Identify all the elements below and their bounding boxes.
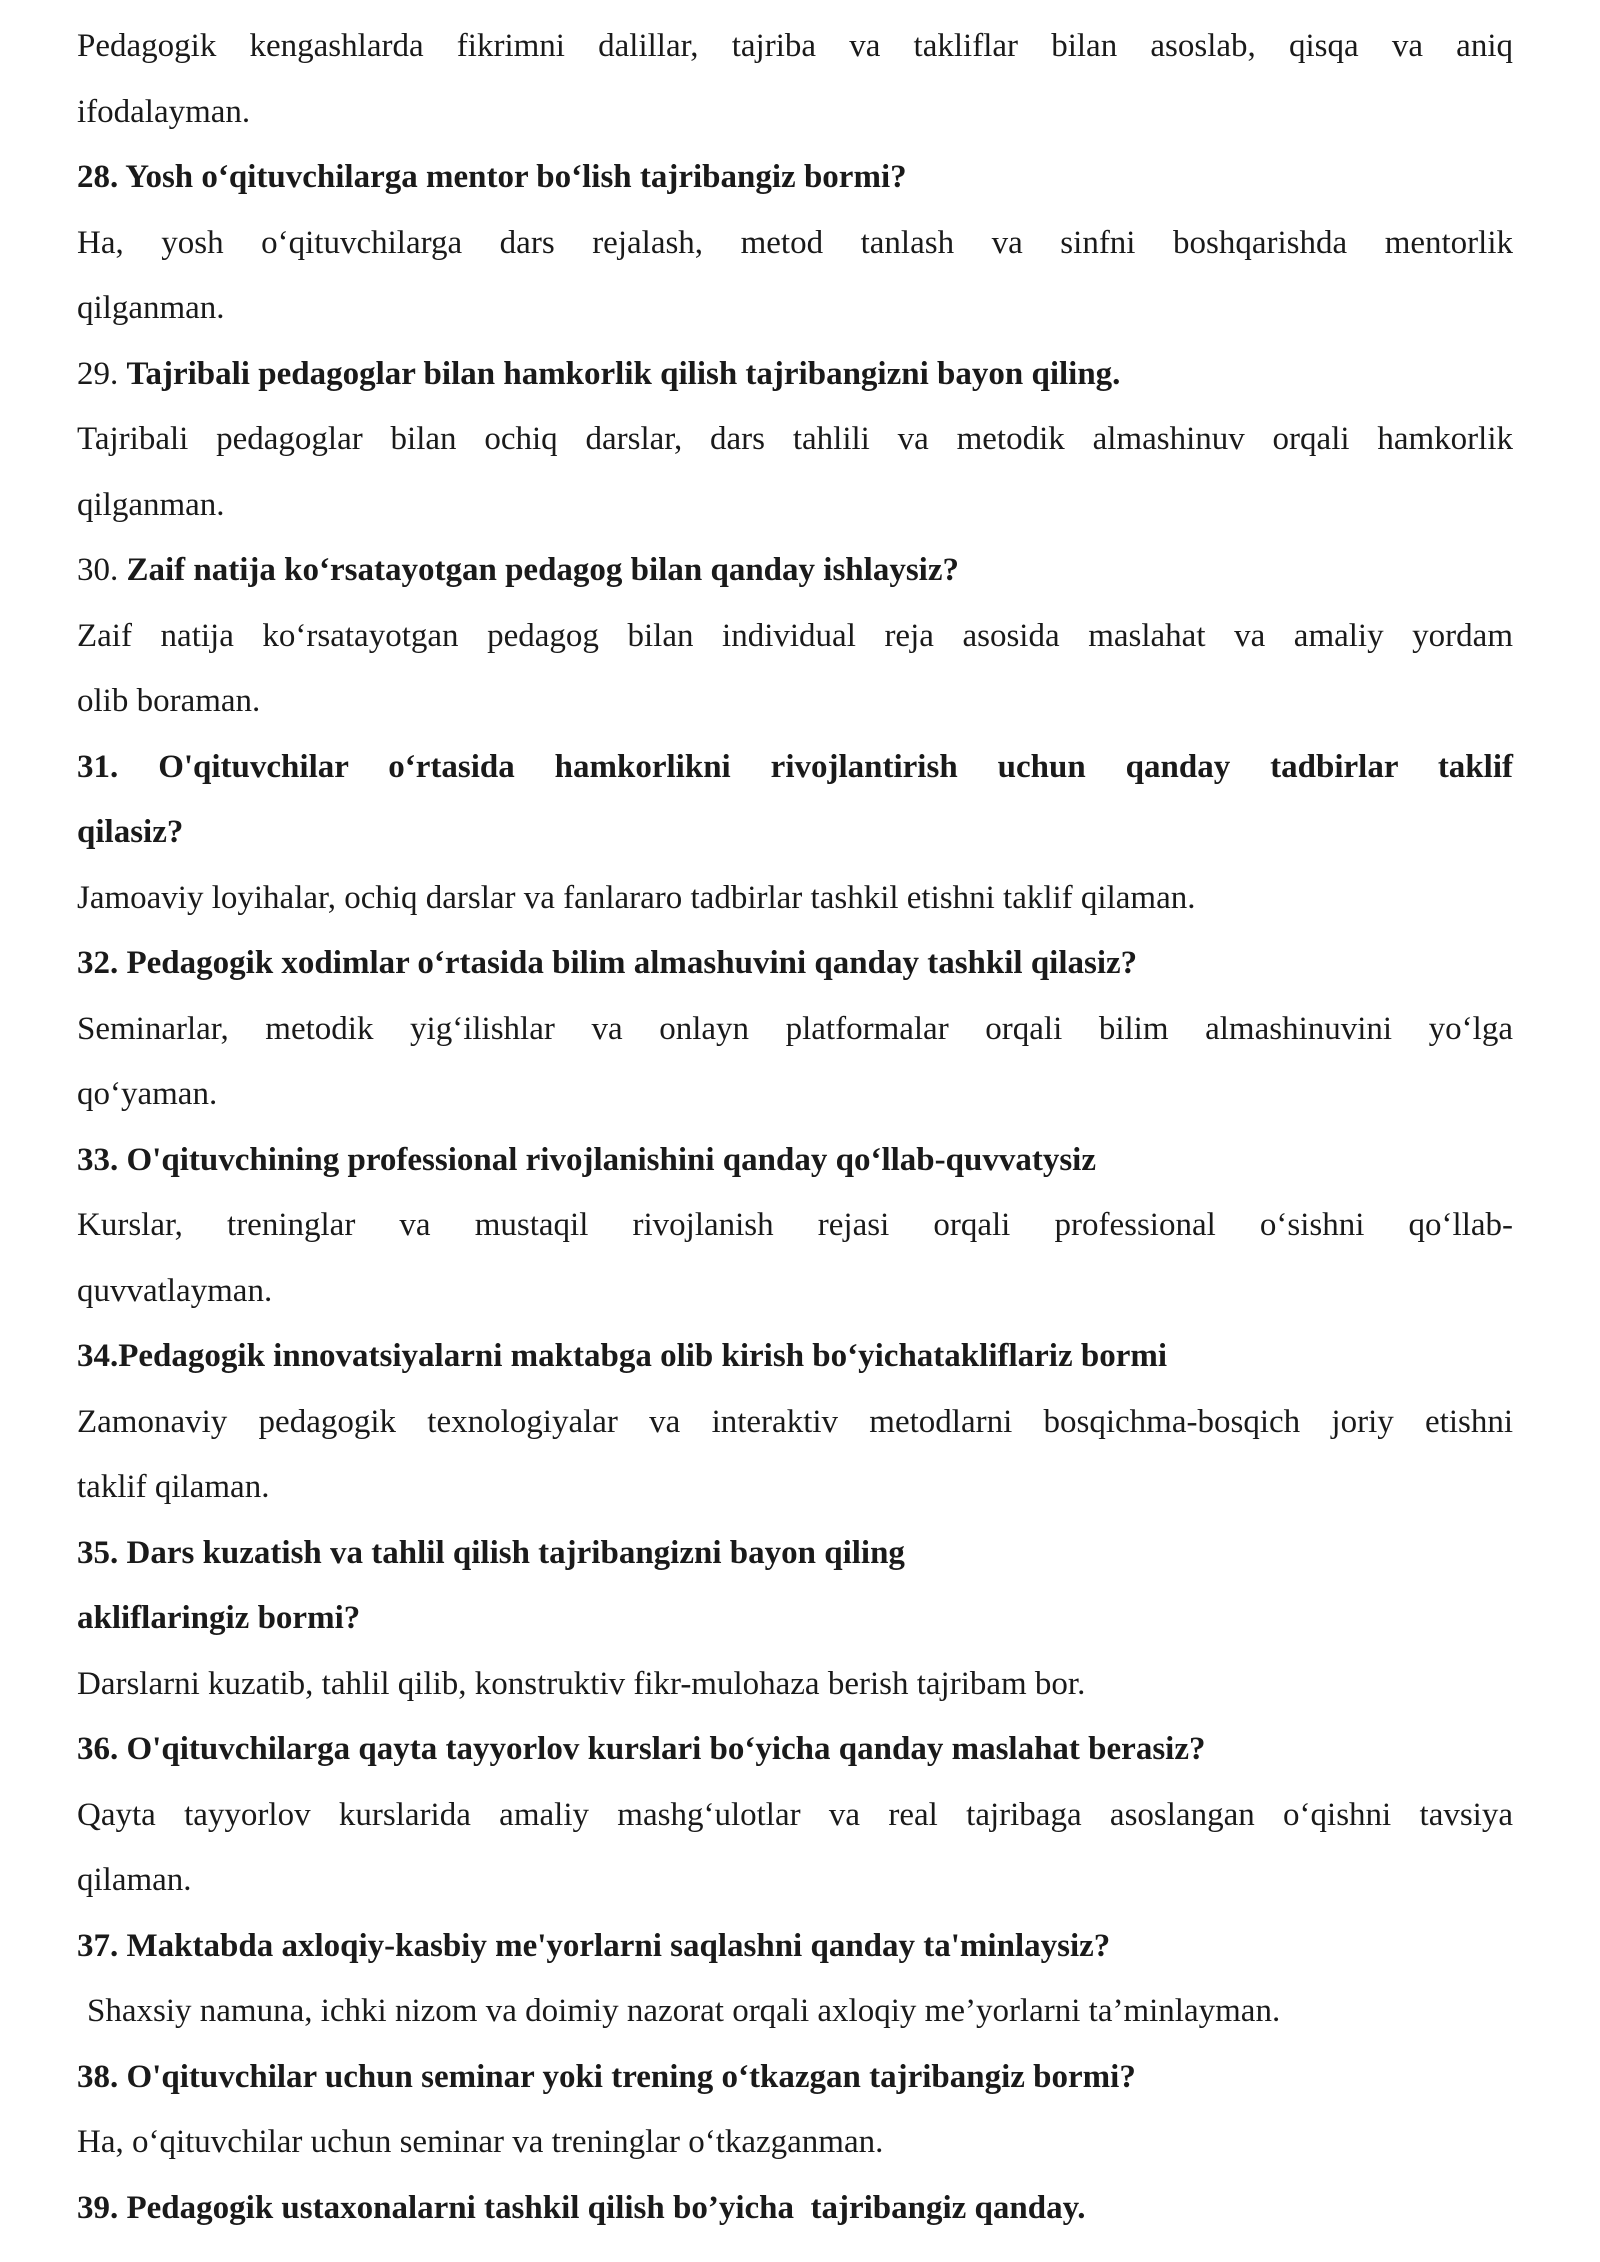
answer-line: [77, 1455, 1513, 1521]
question-line: [77, 1914, 1513, 1980]
question-line: [77, 145, 1513, 211]
answer-line: [77, 1390, 1513, 1456]
answer-line: [77, 2110, 1513, 2176]
answer-line: [77, 997, 1513, 1063]
line-text: 31. O'qituvchilar o‘rtasida hamkorlikni rivojlantirish uchun qanday tadbirlar taklif: [77, 748, 1513, 785]
answer-line: [77, 1062, 1513, 1128]
answer-line: [77, 1652, 1513, 1718]
question-line: [77, 1521, 1513, 1587]
line-text: quvvatlayman.: [77, 1272, 273, 1309]
line-text: qo‘yaman.: [77, 1076, 218, 1112]
line-text: taklif qilaman.: [77, 1469, 270, 1505]
answer-line: [77, 1193, 1513, 1259]
question-line: [77, 800, 1513, 866]
question-line: [77, 2045, 1513, 2111]
answer-line: [77, 276, 1513, 342]
line-text: qilasiz?: [77, 814, 184, 850]
line-text: Zaif natija ko‘rsatayotgan pedagog bilan individual reja asosida maslahat va amaliy yordam: [77, 617, 1513, 654]
answer-line: [77, 604, 1513, 670]
question-line: [77, 1717, 1513, 1783]
question-line: [77, 2176, 1513, 2242]
answer-line: [77, 866, 1513, 932]
line-text: 37. Maktabda axloqiy-kasbiy me'yorlarni saqlashni qanday ta'minlaysiz?: [77, 1927, 1111, 1964]
line-text: Seminarlar, metodik yig‘ilishlar va onlayn platformalar orqali bilim almashinuvini yo‘lga: [77, 1010, 1513, 1047]
line-text: 36. O'qituvchilarga qayta tayyorlov kurslari bo‘yicha qanday maslahat berasiz?: [77, 1731, 1206, 1767]
line-text: Ha, yosh o‘qituvchilarga dars rejalash, metod tanlash va sinfni boshqarishda mentorlik: [77, 224, 1513, 261]
answer-line: [77, 211, 1513, 277]
line-text: 33. O'qituvchining professional rivojlanishini qanday qo‘llab-quvvatysiz: [77, 1141, 1096, 1178]
line-text: Qayta tayyorlov kurslarida amaliy mashg‘ulotlar va real tajribaga asoslangan o‘qishni tavsiya: [77, 1796, 1513, 1833]
line-text: Kurslar, treninglar va mustaqil rivojlanish rejasi orqali professional o‘sishni qo‘llab-: [77, 1207, 1513, 1243]
line-text: Zaif natija ko‘rsatayotgan pedagog bilan qanday ishlaysiz?: [126, 552, 959, 588]
answer-line: [77, 473, 1513, 539]
answer-line: [77, 1259, 1513, 1325]
answer-line: [77, 80, 1513, 146]
line-text: qilganman.: [77, 486, 225, 523]
line-text: akliflaringiz bormi?: [77, 1600, 361, 1636]
question-number: 30.: [77, 552, 127, 588]
document-body: [77, 14, 1513, 2241]
line-text: Shaxsiy namuna, ichki nizom va doimiy nazorat orqali axloqiy me’yorlarni ta’minlayman.: [87, 1993, 1281, 2029]
line-text: qilaman.: [77, 1862, 192, 1898]
question-line: [77, 1324, 1513, 1390]
question-line: [77, 538, 1513, 604]
line-text: Jamoaviy loyihalar, ochiq darslar va fanlararo tadbirlar tashkil etishni taklif qilaman.: [77, 879, 1196, 916]
line-text: Tajribali pedagoglar bilan hamkorlik qilish tajribangizni bayon qiling.: [126, 355, 1121, 392]
line-text: 32. Pedagogik xodimlar o‘rtasida bilim almashuvini qanday tashkil qilasiz?: [77, 945, 1138, 981]
line-text: Tajribali pedagoglar bilan ochiq darslar, dars tahlili va metodik almashinuv orqali hamkorlik: [77, 421, 1513, 457]
question-line: [77, 735, 1513, 801]
line-text: 34.Pedagogik innovatsiyalarni maktabga olib kirish bo‘yichatakliflariz bormi: [77, 1338, 1168, 1374]
line-text: Pedagogik kengashlarda fikrimni dalillar, tajriba va takliflar bilan asoslab, qisqa va aniq: [77, 28, 1513, 64]
line-text: 28. Yosh o‘qituvchilarga mentor bo‘lish tajribangiz bormi?: [77, 159, 907, 195]
answer-line: [77, 669, 1513, 735]
answer-line: [77, 1783, 1513, 1849]
answer-line: [77, 407, 1513, 473]
line-text: olib boraman.: [77, 683, 261, 719]
question-line: [77, 1586, 1513, 1652]
answer-line: [77, 14, 1513, 80]
line-text: ifodalayman.: [77, 93, 251, 130]
line-text: qilganman.: [77, 290, 225, 326]
line-text: Ha, o‘qituvchilar uchun seminar va treninglar o‘tkazganman.: [77, 2124, 884, 2160]
line-text: 35. Dars kuzatish va tahlil qilish tajribangizni bayon qiling: [77, 1534, 905, 1571]
answer-line: [77, 1979, 1513, 2045]
question-number: 29.: [77, 355, 127, 392]
line-text: Darslarni kuzatib, tahlil qilib, konstruktiv fikr-mulohaza berish tajribam bor.: [77, 1665, 1086, 1702]
answer-line: [77, 1848, 1513, 1914]
line-text: Zamonaviy pedagogik texnologiyalar va interaktiv metodlarni bosqichma-bosqich joriy etishni: [77, 1403, 1513, 1440]
question-line: [77, 1128, 1513, 1194]
question-line: [77, 931, 1513, 997]
line-text: 39. Pedagogik ustaxonalarni tashkil qilish bo’yicha tajribangiz qanday.: [77, 2189, 1086, 2226]
question-line: [77, 342, 1513, 408]
line-text: 38. O'qituvchilar uchun seminar yoki trening o‘tkazgan tajribangiz bormi?: [77, 2058, 1136, 2095]
